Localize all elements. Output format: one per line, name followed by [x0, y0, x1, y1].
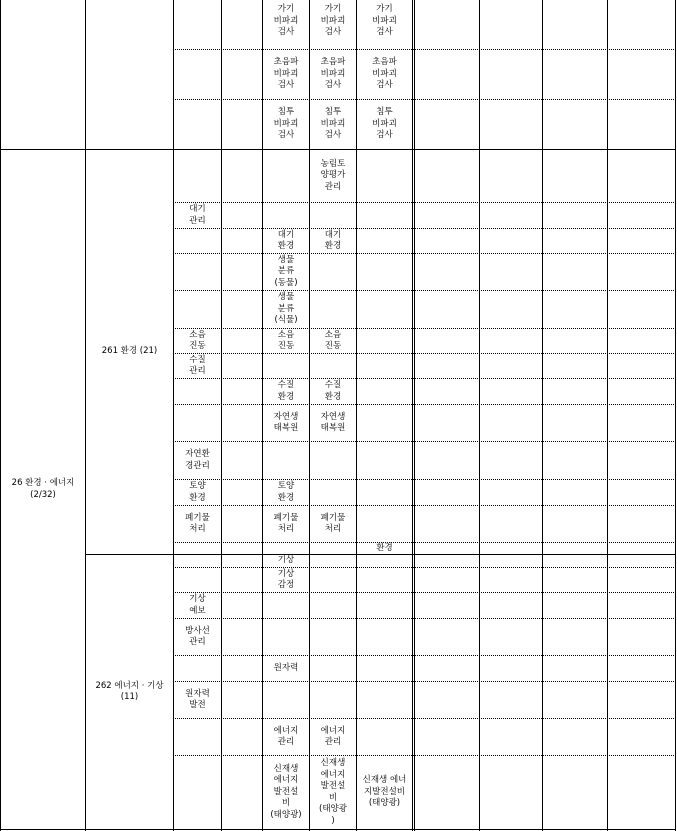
row-rule: [173, 441, 676, 442]
cell-nongrim: 농림토 양평가 관리: [320, 158, 346, 192]
cell-sinjaesaeng: 신재생 에너지 발전설 비 (태양광 ): [319, 758, 347, 826]
row-rule: [173, 202, 676, 203]
cell-wonjaryeok-baljeon: 원자력 발전: [185, 688, 210, 710]
cell-pyegimul: 폐기물 처리: [273, 512, 299, 534]
table-rule: [479, 0, 480, 831]
cell-pyegimul: 폐기물 처리: [185, 512, 210, 534]
cell-jayeon-bokwon: 자연생 태복원: [273, 411, 299, 433]
cell-chimtu: 침투 비파괴 검사: [273, 107, 299, 141]
row-rule: [173, 567, 676, 568]
row-rule: [173, 378, 676, 379]
cell-toyang: 토양 환경: [277, 481, 295, 503]
row-rule: [173, 618, 676, 619]
cell-jayeon-gwanri: 자연환 경관리: [185, 449, 210, 471]
table-rule: [542, 0, 543, 831]
cell-bangsaseon: 방사선 관리: [185, 625, 210, 647]
cell-gisang-gamjeong: 기상 감정: [277, 568, 295, 590]
cell-daegi-gwanri: 대기 관리: [189, 204, 206, 226]
cell-sujil-hwangyeong: 수질 환경: [324, 380, 342, 402]
cell-soeum-jindong: 소음 진동: [277, 329, 295, 351]
cell-energy-gwanri: 에너지 관리: [273, 725, 299, 747]
major-category-label: 26 환경 · 에너지 (2/32): [11, 478, 75, 500]
row-rule: [173, 505, 676, 506]
cell-gagi: 가기 비파괴 검사: [273, 4, 299, 37]
cell-jayeon-bokwon: 자연생 태복원: [320, 411, 346, 433]
row-rule: [173, 755, 676, 756]
table-rule: [221, 0, 222, 831]
cell-saengmul-sikmul: 생물 분류 (식물): [274, 292, 298, 326]
row-rule: [173, 49, 676, 50]
cell-sinjaesaeng: 신재생 에너 지발전설비 (태양광): [362, 775, 407, 809]
cell-gagi: 가기 비파괴 검사: [372, 4, 397, 37]
table-rule: [675, 0, 676, 831]
row-rule: [173, 404, 676, 405]
cell-gisang-yebo: 기상 예보: [189, 594, 206, 616]
cell-wonjaryeok: 원자력: [273, 662, 299, 673]
cell-soeum-jindong: 소음 진동: [324, 329, 342, 351]
cell-soeum-jindong: 소음 진동: [189, 329, 206, 351]
table-rule: [412, 0, 415, 831]
cell-daegi-hwangyeong: 대기 환경: [277, 229, 295, 251]
mid-category-env-label: 261 환경 (21): [101, 346, 158, 357]
cell-chowumpa: 초음파 비파괴 검사: [273, 57, 299, 91]
row-rule: [173, 228, 676, 229]
cell-gisang: 기상: [277, 555, 295, 566]
row-rule: [173, 353, 676, 354]
section-rule: [0, 829, 676, 830]
row-rule: [173, 99, 676, 100]
cell-chowumpa: 초음파 비파괴 검사: [372, 57, 397, 91]
cell-energy-gwanri: 에너지 관리: [320, 725, 346, 747]
cell-gagi: 가기 비파괴 검사: [320, 4, 346, 37]
cell-sujil-hwangyeong: 수질 환경: [277, 380, 295, 402]
mid-category-energy-label: 262 에너지 · 기상 (11): [95, 680, 164, 702]
cell-hwangyeong: 환경: [376, 542, 393, 553]
row-rule: [173, 328, 676, 329]
table-rule: [607, 0, 608, 831]
row-rule: [173, 253, 676, 254]
cell-chimtu: 침투 비파괴 검사: [320, 107, 346, 141]
cell-chowumpa: 초음파 비파괴 검사: [320, 57, 346, 91]
row-rule: [173, 655, 676, 656]
cell-pyegimul: 폐기물 처리: [320, 512, 346, 534]
cell-saengmul-dongmul: 생물 분류 (동물): [274, 254, 298, 288]
cell-toyang: 토양 환경: [189, 481, 206, 503]
row-rule: [173, 290, 676, 291]
cell-chimtu: 침투 비파괴 검사: [372, 107, 397, 141]
cell-sinjaesaeng: 신재생 에너지 발전설 비 (태양광): [270, 763, 302, 820]
cell-daegi-hwangyeong: 대기 환경: [324, 229, 342, 251]
cell-sujil-gwanri: 수질 관리: [189, 354, 206, 376]
row-rule: [173, 479, 676, 480]
row-rule: [173, 718, 676, 719]
row-rule: [173, 592, 676, 593]
row-rule: [173, 542, 676, 543]
row-rule: [173, 681, 676, 682]
